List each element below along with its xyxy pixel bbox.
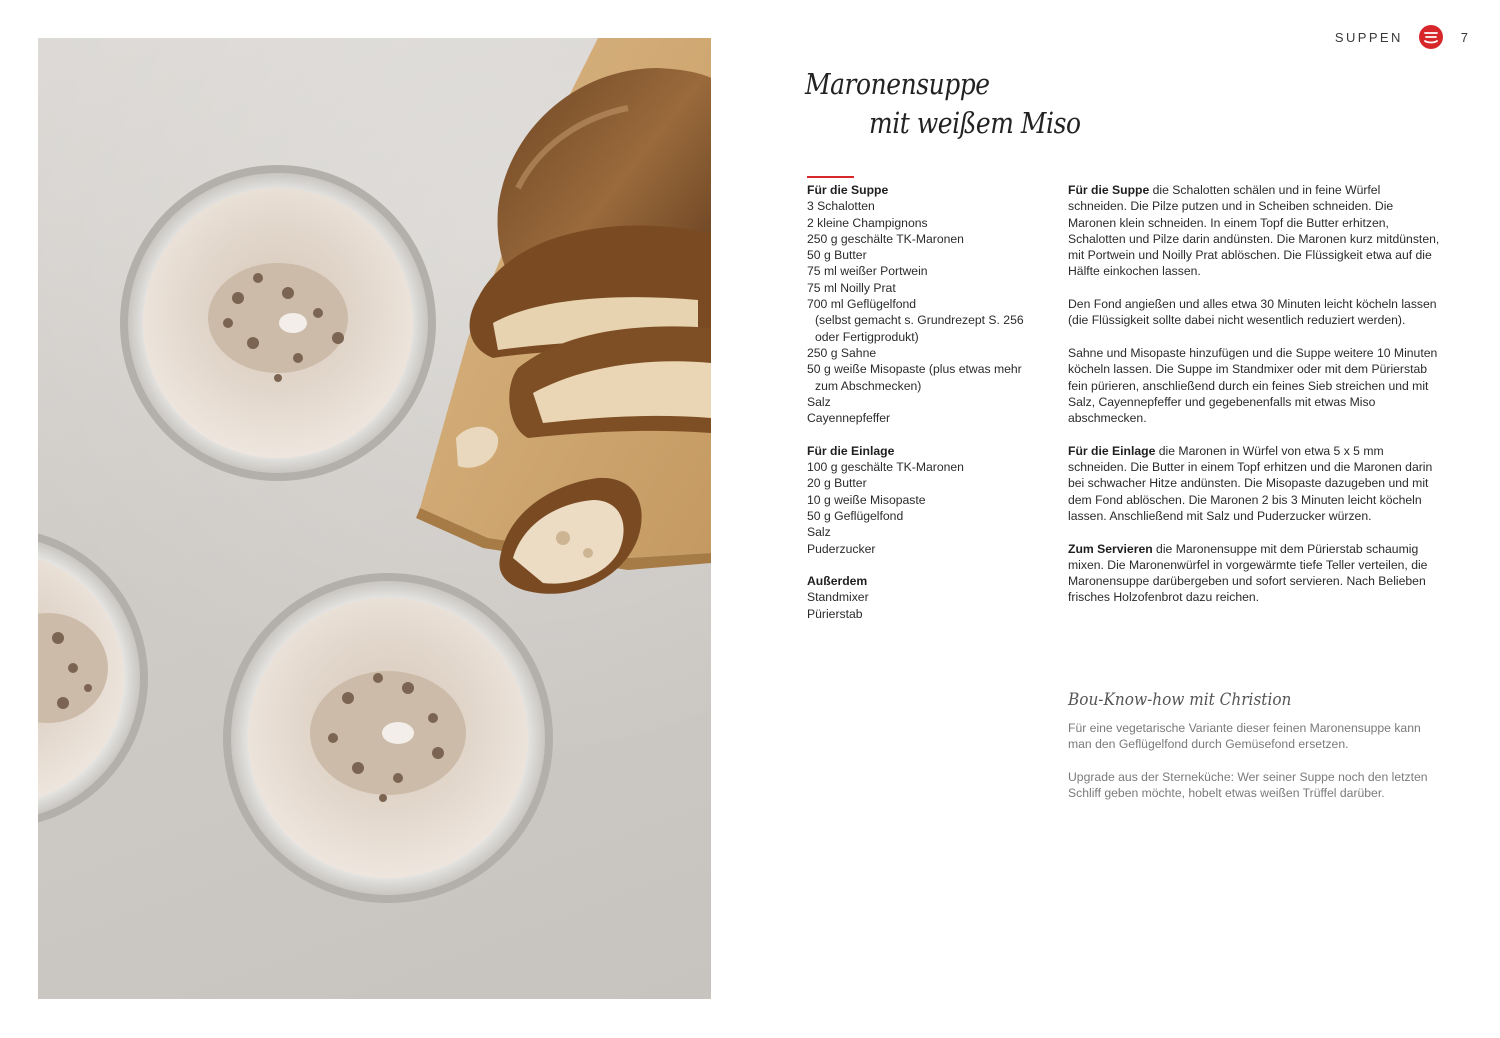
ingredients-list (807, 182, 1047, 638)
ingredient-group-heading: Außerdem (807, 574, 868, 589)
ingredient-item: Standmixer (807, 590, 869, 605)
ingredient-group-ausserdem (807, 573, 1047, 622)
ingredient-item: 10 g weiße Misopaste (807, 492, 926, 507)
ingredient-item: Puderzucker (807, 541, 876, 556)
method-lead: Für die Einlage (1068, 443, 1156, 458)
method-lead: Für die Suppe (1068, 183, 1150, 197)
page-number: 7 (1460, 29, 1468, 45)
ingredient-item: 50 g weiße Misopaste (plus etwas mehr (807, 362, 1022, 377)
tip-text (1068, 720, 1440, 818)
soup-bowls-bread-photo (38, 38, 711, 999)
method-paragraph (1068, 443, 1440, 524)
ingredient-item: 20 g Butter (807, 476, 867, 491)
ingredient-item: Pürierstab (807, 606, 863, 621)
ingredient-item: 2 kleine Champignons (807, 215, 928, 230)
method-body: die Maronensuppe mit dem Pürierstab schaumig mixen. Die Maronenwürfel in vorgewärmte tiefe Teller verteilen, die Maronensuppe darübergeben und sofort servieren. Nach Belieben frisches Holzofenbrot dazu reichen. (1068, 541, 1428, 605)
recipe-title (805, 68, 1135, 141)
method-body: die Maronen in Würfel von etwa 5 x 5 mm schneiden. Die Butter in einem Topf erhitzen und die Maronen darin bei schwacher Hitze andünsten. Die Misopaste dazugeben und mit dem Fond ablöschen. Die Maronen 2 bis 3 Minuten leicht köcheln lassen. Anschließend mit Salz und Puderzucker würzen. (1068, 443, 1433, 523)
method-paragraph (1068, 345, 1440, 426)
ingredient-group-heading: Für die Suppe (807, 183, 889, 197)
ingredient-item: 50 g Geflügelfond (807, 508, 904, 523)
ingredient-item: Cayennepfeffer (807, 411, 891, 426)
method-body: Den Fond angießen und alles etwa 30 Minuten leicht köcheln lassen (die Flüssigkeit sollte dabei nicht wesentlich reduziert werden). (1068, 297, 1437, 328)
ingredient-item: 75 ml weißer Portwein (807, 264, 928, 279)
ingredient-item: 700 ml Geflügelfond (807, 297, 917, 312)
method-paragraph (1068, 296, 1440, 329)
method-body: Sahne und Misopaste hinzufügen und die Suppe weitere 10 Minuten köcheln lassen. Die Suppe im Standmixer oder mit dem Pürierstab fein pürieren, anschließend durch ein feines Sieb streichen und mit Salz, Cayennepfeffer und gegebenenfalls mit etwas Miso abschmecken. (1068, 345, 1438, 426)
method-lead: Zum Servieren (1068, 541, 1153, 556)
section-label: SUPPEN (1334, 29, 1403, 45)
ingredient-item: 75 ml Noilly Prat (807, 280, 896, 295)
tip-title: Bou-Know-how mit Christion (1068, 690, 1292, 710)
ingredient-item-note: zum Abschmecken) (815, 378, 922, 393)
tip-paragraph: Upgrade aus der Sterneküche: Wer seiner Suppe noch den letzten Schliff geben möchte, hobelt etwas weißen Trüffel darüber. (1068, 769, 1428, 801)
recipe-title-line-1: Maronensuppe (805, 67, 990, 101)
method-text (1068, 182, 1440, 622)
ingredient-item-note: oder Fertigprodukt) (815, 329, 919, 344)
ingredient-item: 250 g geschälte TK-Maronen (807, 231, 964, 246)
tip-paragraph: Für eine vegetarische Variante dieser feinen Maronensuppe kann man den Geflügelfond durch Gemüsefond ersetzen. (1068, 721, 1421, 752)
recipe-title-line-2: mit weißem Miso (869, 106, 1081, 141)
method-paragraph (1068, 182, 1440, 280)
ingredient-item: Salz (807, 525, 831, 540)
ingredient-item-note: (selbst gemacht s. Grundrezept S. 256 (815, 313, 1024, 328)
ingredient-item: Salz (807, 394, 831, 409)
running-header (1335, 25, 1468, 49)
ingredient-item: 250 g Sahne (807, 345, 877, 360)
ingredient-item: 50 g Butter (807, 248, 867, 263)
red-circle-logo-icon (1419, 25, 1443, 49)
accent-rule (807, 176, 854, 178)
ingredient-item: 100 g geschälte TK-Maronen (807, 460, 964, 475)
method-body: die Schalotten schälen und in feine Würfel schneiden. Die Pilze putzen und in Scheiben schneiden. Die Maronen klein schneiden. In einem Topf die Butter erhitzen, Schalotten und Pilze darin andünsten. Die Maronen kurz mitdünsten, mit Portwein und Noilly Prat ablöschen. Die Flüssigkeit etwa auf die Hälfte einkochen lassen. (1068, 183, 1440, 279)
ingredient-group-einlage (807, 443, 1047, 557)
ingredient-group-heading: Für die Einlage (807, 443, 895, 458)
method-paragraph (1068, 541, 1440, 606)
ingredient-group-suppe (807, 182, 1047, 426)
ingredient-item: 3 Schalotten (807, 199, 875, 214)
